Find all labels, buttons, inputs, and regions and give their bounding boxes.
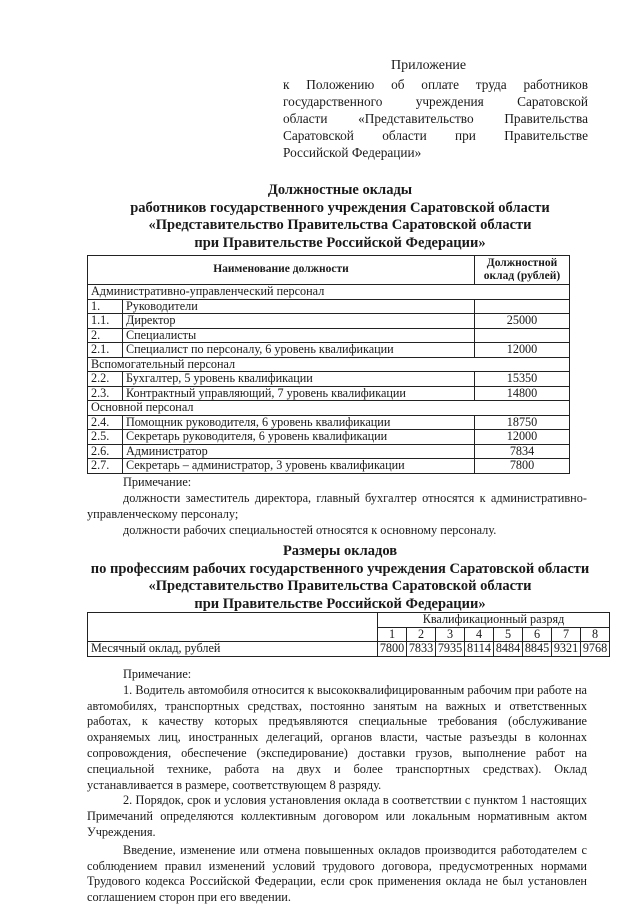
empty-corner-cell bbox=[88, 613, 378, 642]
note-line: должности заместитель директора, главный бухгалтер относятся к административно-управленческому персоналу; bbox=[87, 491, 587, 521]
grade-salary: 7833 bbox=[407, 642, 436, 657]
row-number: 2.3. bbox=[88, 386, 123, 401]
group-empty-cell bbox=[475, 357, 570, 372]
table-row bbox=[88, 415, 570, 430]
note-line: должности рабочих специальностей относятся к основному персоналу. bbox=[123, 523, 497, 537]
salary-value: 14800 bbox=[475, 386, 570, 401]
group-row bbox=[88, 285, 570, 300]
salary-column-header bbox=[475, 256, 570, 285]
row-number: 2.4. bbox=[88, 415, 123, 430]
grade-salary: 8845 bbox=[523, 642, 552, 657]
salary-value bbox=[475, 328, 570, 343]
table-row bbox=[88, 343, 570, 358]
section1-title-line: «Представительство Правительства Саратовской области bbox=[148, 217, 532, 233]
section2-title-line: Размеры окладов bbox=[282, 543, 398, 559]
note-paragraph: Введение, изменение или отмена повышенных окладов производится работодателем с соблюдением правил изменений условий трудового договора, предусмотренных нормами Трудового кодекса Российской Федерации, если срок применения оклада не был установлен соглашением сторон при его введении. bbox=[87, 842, 587, 905]
salary-header-line: Должностной bbox=[486, 257, 558, 269]
salary-header-line: оклад (рублей) bbox=[483, 270, 561, 282]
table-row bbox=[88, 314, 570, 329]
section1-heading bbox=[40, 182, 640, 252]
position-name: Секретарь – администратор, 3 уровень квалификации bbox=[123, 459, 475, 474]
grade-salary: 7935 bbox=[436, 642, 465, 657]
position-name: Руководители bbox=[123, 299, 475, 314]
row-number: 2.2. bbox=[88, 372, 123, 387]
table-row bbox=[88, 444, 570, 459]
salary-value: 12000 bbox=[475, 430, 570, 445]
group-row bbox=[88, 357, 570, 372]
appendix-line: Российской Федерации» bbox=[283, 145, 422, 160]
section1-title-line: работников государственного учреждения Саратовской области bbox=[130, 199, 550, 216]
salary-value: 15350 bbox=[475, 372, 570, 387]
section1-title-line: Должностные оклады bbox=[267, 182, 413, 198]
grade-number: 3 bbox=[436, 627, 465, 642]
row-number: 2. bbox=[88, 328, 123, 343]
note-paragraph: 1. Водитель автомобиля относится к высококвалифицированным рабочим при работе на автомобилях, транспортных средствах, постоянно занятым на важных и ответственных работах, к качеству которых предъявляются специальные требования (обслуживание охраняемых лиц, иностранных делегаций, органов власти, частые разъезды в колоннах сопровождения, обеспечение (экспедирование) доставки грузов, выполнение работ на специальной технике, работа на двух и более транспортных средствах). Оклад устанавливается в размере, соответствующем 8 разряду. bbox=[87, 682, 587, 792]
group-label: Основной персонал bbox=[88, 401, 475, 416]
salary-rows bbox=[88, 285, 570, 474]
salary-value: 12000 bbox=[475, 343, 570, 358]
grade-number: 7 bbox=[552, 627, 581, 642]
grade-number: 4 bbox=[465, 627, 494, 642]
grade-number: 6 bbox=[523, 627, 552, 642]
position-column-header: Наименование должности bbox=[88, 256, 475, 285]
salary-value bbox=[475, 299, 570, 314]
appendix-line: государственного учреждения Саратовской bbox=[283, 94, 588, 109]
salary-value: 25000 bbox=[475, 314, 570, 329]
group-row bbox=[88, 401, 570, 416]
monthly-salary-label: Месячный оклад, рублей bbox=[88, 642, 378, 657]
grade-number: 2 bbox=[407, 627, 436, 642]
row-number: 1.1. bbox=[88, 314, 123, 329]
grade-header: Квалификационный разряд bbox=[378, 613, 610, 628]
position-name: Специалист по персоналу, 6 уровень квалификации bbox=[123, 343, 475, 358]
group-label: Административно-управленческий персонал bbox=[88, 285, 475, 300]
grade-salary: 8114 bbox=[465, 642, 494, 657]
position-name: Контрактный управляющий, 7 уровень квалификации bbox=[123, 386, 475, 401]
row-number: 2.1. bbox=[88, 343, 123, 358]
group-empty-cell bbox=[475, 285, 570, 300]
appendix-line: к Положению об оплате труда работников bbox=[283, 77, 588, 92]
section2-heading bbox=[40, 543, 640, 613]
worker-salary-table bbox=[87, 612, 610, 657]
monthly-salary-row bbox=[88, 642, 610, 657]
section2-title-line: при Правительстве Российской Федерации» bbox=[194, 595, 486, 612]
row-number: 2.7. bbox=[88, 459, 123, 474]
grade-number: 1 bbox=[378, 627, 407, 642]
group-empty-cell bbox=[475, 401, 570, 416]
section1-title-line: при Правительстве Российской Федерации» bbox=[194, 234, 486, 251]
position-name: Директор bbox=[123, 314, 475, 329]
position-name: Секретарь руководителя, 6 уровень квалификации bbox=[123, 430, 475, 445]
table-row bbox=[88, 459, 570, 474]
grade-number: 8 bbox=[581, 627, 610, 642]
grade-salary: 9768 bbox=[581, 642, 610, 657]
row-number: 2.5. bbox=[88, 430, 123, 445]
grade-salary: 8484 bbox=[494, 642, 523, 657]
appendix-line: Саратовской области при Правительстве bbox=[283, 128, 588, 143]
section2-title-line: по профессиям рабочих государственного учреждения Саратовской области bbox=[90, 560, 590, 577]
grade-header-row bbox=[88, 613, 610, 628]
salary-value: 18750 bbox=[475, 415, 570, 430]
note-title: Примечание: bbox=[123, 667, 192, 681]
table-header-row bbox=[88, 256, 570, 285]
appendix-line: области «Представительство Правительства bbox=[283, 111, 588, 126]
group-label: Вспомогательный персонал bbox=[88, 357, 475, 372]
position-name: Администратор bbox=[123, 444, 475, 459]
grade-number: 5 bbox=[494, 627, 523, 642]
table-row bbox=[88, 430, 570, 445]
table-row bbox=[88, 328, 570, 343]
salary-value: 7800 bbox=[475, 459, 570, 474]
section1-note bbox=[87, 474, 587, 538]
row-number: 1. bbox=[88, 299, 123, 314]
note-paragraph: 2. Порядок, срок и условия установления оклада в соответствии с пунктом 1 настоящих Примечаний определяются коллективным договором или локальным нормативным актом Учреждения. bbox=[87, 793, 587, 839]
table-row bbox=[88, 372, 570, 387]
grade-salary: 9321 bbox=[552, 642, 581, 657]
table-row bbox=[88, 299, 570, 314]
row-number: 2.6. bbox=[88, 444, 123, 459]
section2-notes bbox=[87, 667, 587, 906]
grade-salary: 7800 bbox=[378, 642, 407, 657]
table-row bbox=[88, 386, 570, 401]
position-name: Бухгалтер, 5 уровень квалификации bbox=[123, 372, 475, 387]
salary-value: 7834 bbox=[475, 444, 570, 459]
appendix-description bbox=[283, 76, 588, 161]
appendix-title: Приложение bbox=[391, 58, 467, 73]
position-salary-table bbox=[87, 255, 570, 474]
position-name: Помощник руководителя, 6 уровень квалификации bbox=[123, 415, 475, 430]
note-title: Примечание: bbox=[123, 475, 192, 489]
position-name: Специалисты bbox=[123, 328, 475, 343]
section2-title-line: «Представительство Правительства Саратовской области bbox=[148, 578, 532, 594]
